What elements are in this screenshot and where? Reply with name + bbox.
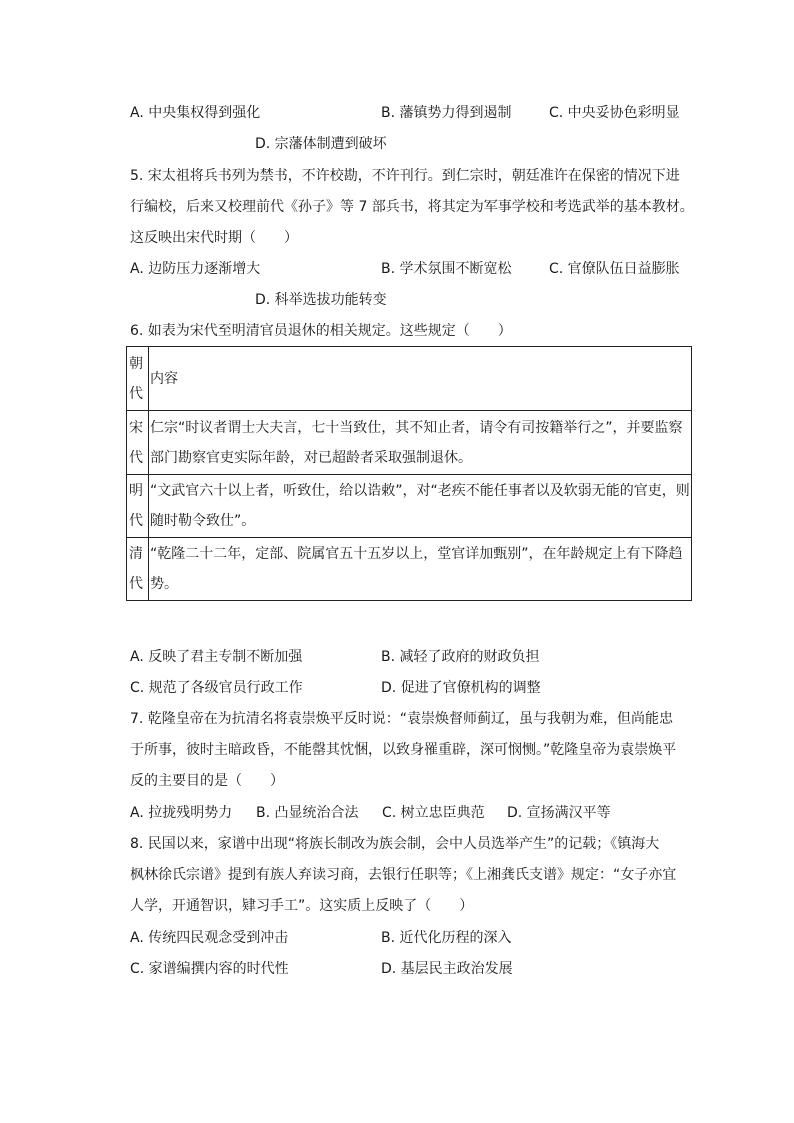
table-cell-content: 仁宗“时议者谓士大夫言，七十当致仕，其不知止者，请令有司按籍举行之”，并要监察部门勘察官吏实际年龄，对已超龄者采取强制退休。 bbox=[149, 411, 692, 475]
question-stem-line: 5. 宋太祖将兵书列为禁书，不许校勘，不许刊行。到仁宗时，朝廷准许在保密的情况下进 bbox=[130, 168, 680, 184]
question-stem-line: 6. 如表为宋代至明清官员退休的相关规定。这些规定（ ） bbox=[130, 323, 512, 339]
option-b: B. 减轻了政府的财政负担 bbox=[381, 649, 540, 665]
option-c: C. 中央妥协色彩明显 bbox=[549, 105, 680, 121]
option-a: A. 反映了君主专制不断加强 bbox=[130, 649, 303, 665]
question-stem-line: 枫林徐氏宗谱》提到有族人弃读习商，去银行任职等；《上湘龚氏支谱》规定：“女子亦宜 bbox=[130, 867, 677, 883]
question-stem-line: 人学，开通智识，肄习手工”。这实质上反映了（ ） bbox=[130, 898, 474, 914]
option-a: A. 中央集权得到强化 bbox=[130, 105, 261, 121]
option-c: C. 规范了各级官员行政工作 bbox=[130, 680, 303, 696]
option-d: D. 宗藩体制遭到破坏 bbox=[255, 136, 387, 152]
option-a: A. 拉拢残明势力 bbox=[130, 805, 233, 821]
option-b: B. 藩镇势力得到遏制 bbox=[381, 105, 512, 121]
option-c: C. 家谱编撰内容的时代性 bbox=[130, 961, 289, 977]
question-stem-line: 反的主要目的是（ ） bbox=[130, 773, 284, 789]
question-stem-line: 于所事，彼时主暗政昏，不能罄其忱悃，以致身罹重辟，深可悯恻。”乾隆皇帝为袁崇焕平 bbox=[130, 742, 677, 758]
option-d: D. 科举选拔功能转变 bbox=[255, 292, 387, 308]
option-a: A. 传统四民观念受到冲击 bbox=[130, 930, 289, 946]
option-c: C. 树立忠臣典范 bbox=[382, 805, 485, 821]
table-cell-dynasty: 明代 bbox=[127, 475, 149, 538]
retirement-rules-table bbox=[126, 346, 692, 601]
table-cell-dynasty: 宋代 bbox=[127, 411, 149, 475]
option-b: B. 凸显统治合法 bbox=[256, 805, 359, 821]
option-a: A. 边防压力逐渐增大 bbox=[130, 261, 261, 277]
option-d: D. 基层民主政治发展 bbox=[381, 961, 513, 977]
option-d: D. 宣扬满汉平等 bbox=[507, 805, 611, 821]
table-row bbox=[127, 475, 692, 538]
question-stem-line: 8. 民国以来，家谱中出现“将族长制改为族会制，会中人员选举产生”的记载；《镇海大 bbox=[130, 836, 660, 852]
option-b: B. 近代化历程的深入 bbox=[381, 930, 512, 946]
table-header-cell: 朝代 bbox=[127, 347, 149, 411]
question-stem-line: 行编校，后来又校理前代《孙子》等 7 部兵书，将其定为军事学校和考选武举的基本教材。 bbox=[130, 199, 694, 215]
table-cell-dynasty: 清代 bbox=[127, 538, 149, 601]
question-stem-line: 7. 乾隆皇帝在为抗清名将袁崇焕平反时说：“袁崇焕督师蓟辽，虽与我朝为难，但尚能忠 bbox=[130, 711, 674, 727]
table-header-row bbox=[127, 347, 692, 411]
table-cell-content: “乾隆二十二年，定部、院属官五十五岁以上，堂官详加甄别”，在年龄规定上有下降趋势。 bbox=[149, 538, 692, 601]
option-b: B. 学术氛围不断宽松 bbox=[381, 261, 512, 277]
table-row bbox=[127, 538, 692, 601]
question-stem-line: 这反映出宋代时期（ ） bbox=[130, 230, 298, 246]
table-row bbox=[127, 411, 692, 475]
table-cell-content: “文武官六十以上者，听致仕，给以诰敕”，对“老疾不能任事者以及软弱无能的官吏，则随时勒令致仕”。 bbox=[149, 475, 692, 538]
option-d: D. 促进了官僚机构的调整 bbox=[381, 680, 541, 696]
option-c: C. 官僚队伍日益膨胀 bbox=[549, 261, 680, 277]
table-header-cell: 内容 bbox=[149, 347, 692, 411]
